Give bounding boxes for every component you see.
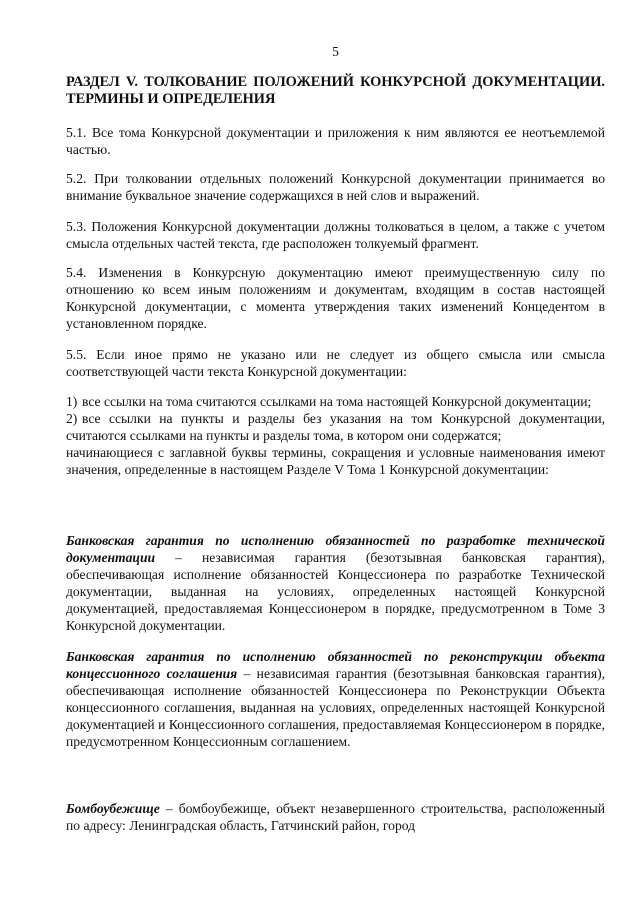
list-item-text: все ссылки на пункты и разделы без указания на том Конкурсной документации, считаются ссылками на пункты и разделы тома, в котором они содержатся; [66, 411, 605, 444]
definition-bank-guarantee-reconstruction [66, 648, 605, 751]
list-item [66, 410, 605, 444]
list-item [66, 393, 605, 410]
definition-term: Бомбоубежище [66, 801, 160, 816]
list-item-number: 2) [66, 411, 78, 427]
list-tail: начинающиеся с заглавной буквы термины, сокращения и условные наименования имеют значения, определенные в настоящем Разделе V Тома 1 Конкурсной документации: [66, 445, 605, 478]
paragraph-5-1: 5.1. Все тома Конкурсной документации и приложения к ним являются ее неотъемлемой частью. [66, 125, 605, 158]
paragraph-5-4: 5.4. Изменения в Конкурсную документацию имеют преимущественную силу по отношению ко всем иным положениям и документам, входящим в состав настоящей Конкурсной документации, с момента утверждения таких изменений Концедентом в установленном порядке. [66, 265, 605, 332]
page-number: 5 [332, 44, 339, 59]
definition-text: – независимая гарантия (безотзывная банковская гарантия), обеспечивающая исполнение обязанностей Концессионера по разработке Технической документации, выданная на условиях, определенных настоящей Конкурсной документацией, предоставляемая Концессионером в порядке, предусмотренном в Томе 3 Конкурсной документации. [66, 550, 605, 634]
numbered-list [66, 393, 605, 478]
list-item-number: 1) [66, 394, 78, 409]
definition-bank-guarantee-technical [66, 532, 605, 635]
definition-term: Банковская гарантия по исполнению обязанностей по реконструкции объекта концессионного соглашения [66, 649, 605, 682]
paragraph-5-5: 5.5. Если иное прямо не указано или не следует из общего смысла или смысла соответствующей части текста Конкурсной документации: [66, 347, 605, 380]
definition-term: Банковская гарантия по исполнению обязанностей по разработке технической документации [66, 533, 605, 566]
definition-bomb-shelter [66, 800, 605, 834]
section-heading: РАЗДЕЛ V. ТОЛКОВАНИЕ ПОЛОЖЕНИЙ КОНКУРСНОЙ ДОКУМЕНТАЦИИ. ТЕРМИНЫ И ОПРЕДЕЛЕНИЯ [66, 74, 605, 107]
paragraph-5-2: 5.2. При толковании отдельных положений Конкурсной документации принимается во внимание буквальное значение содержащихся в ней слов и выражений. [66, 171, 605, 204]
list-item-text: все ссылки на тома считаются ссылками на тома настоящей Конкурсной документации; [82, 394, 592, 409]
definition-text: – независимая гарантия (безотзывная банковская гарантия), обеспечивающая исполнение обязанностей Концессионера по Реконструкции Объекта концессионного соглашения, выданная на условиях, определенных настоящей Конкурсной документацией и Концессионного соглашения, предоставляемая Концессионером в порядке, предусмотренном Концессионным соглашением. [66, 666, 605, 750]
paragraph-5-3: 5.3. Положения Конкурсной документации должны толковаться в целом, а также с учетом смысла отдельных частей текста, где расположен толкуемый фрагмент. [66, 219, 605, 252]
definition-text: – бомбоубежище, объект незавершенного строительства, расположенный по адресу: Ленинградская область, Гатчинский район, город [66, 801, 605, 834]
